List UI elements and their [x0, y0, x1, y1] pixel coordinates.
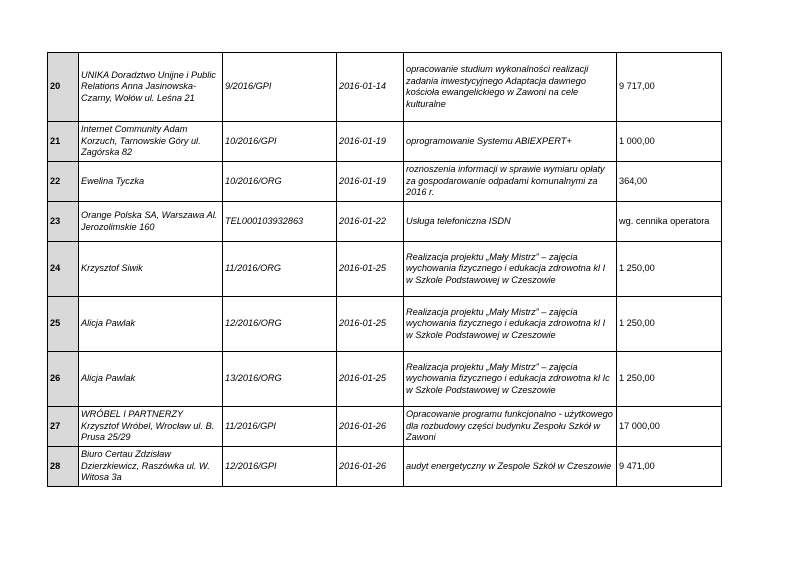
contractor-cell: WRÓBEL I PARTNERZY Krzysztof Wróbel, Wrocław ul. B. Prusa 25/29 [79, 407, 223, 447]
date-cell: 2016-01-26 [337, 447, 404, 487]
amount-cell: 1 250,00 [617, 242, 722, 297]
table-row [48, 202, 722, 242]
contract-number-cell: 11/2016/ORG [223, 242, 337, 297]
date-cell: 2016-01-19 [337, 162, 404, 202]
table-row [48, 352, 722, 407]
table-row [48, 53, 722, 122]
table-row [48, 447, 722, 487]
subject-cell: Usługa telefoniczna ISDN [404, 202, 617, 242]
amount-cell: 1 250,00 [617, 297, 722, 352]
contractor-cell: Alicja Pawlak [79, 297, 223, 352]
row-number: 24 [48, 242, 79, 297]
contract-number-cell: 12/2016/ORG [223, 297, 337, 352]
amount-cell: 364,00 [617, 162, 722, 202]
amount-cell: 9 471,00 [617, 447, 722, 487]
contract-number-cell: 10/2016/ORG [223, 162, 337, 202]
contract-number-cell: 9/2016/GPI [223, 53, 337, 122]
subject-cell: roznoszenia informacji w sprawie wymiaru opłaty za gospodarowanie odpadami komunalnymi za 2016 r. [404, 162, 617, 202]
amount-cell: 1 250,00 [617, 352, 722, 407]
contract-number-cell: 11/2016/GPI [223, 407, 337, 447]
contracts-table [47, 52, 722, 487]
row-number: 23 [48, 202, 79, 242]
contractor-cell: Internet Community Adam Korzuch, Tarnowskie Góry ul. Zagórska 82 [79, 122, 223, 162]
table-row [48, 407, 722, 447]
contractor-cell: Ewelina Tyczka [79, 162, 223, 202]
subject-cell: audyt energetyczny w Zespole Szkół w Czeszowie [404, 447, 617, 487]
contract-number-cell: 13/2016/ORG [223, 352, 337, 407]
row-number: 28 [48, 447, 79, 487]
date-cell: 2016-01-22 [337, 202, 404, 242]
date-cell: 2016-01-14 [337, 53, 404, 122]
contractor-cell: Alicja Pawlak [79, 352, 223, 407]
date-cell: 2016-01-25 [337, 297, 404, 352]
row-number: 26 [48, 352, 79, 407]
subject-cell: Realizacja projektu „Mały Mistrz” – zajęcia wychowania fizycznego i edukacja zdrowotna kl I w Szkole Podstawowej w Czeszowie [404, 242, 617, 297]
row-number: 20 [48, 53, 79, 122]
contractor-cell: Orange Polska SA, Warszawa Al. Jerozolimskie 160 [79, 202, 223, 242]
subject-cell: opracowanie studium wykonalności realizacji zadania inwestycyjnego Adaptacja dawnego kościoła ewangelickiego w Zawoni na cele kulturalne [404, 53, 617, 122]
contractor-cell: Biuro Certau Zdzisław Dzierzkiewicz, Raszówka ul. W. Witosa 3a [79, 447, 223, 487]
amount-cell: 9 717,00 [617, 53, 722, 122]
contract-number-cell: 10/2016/GPI [223, 122, 337, 162]
table-row [48, 162, 722, 202]
row-number: 22 [48, 162, 79, 202]
date-cell: 2016-01-26 [337, 407, 404, 447]
amount-cell: wg. cennika operatora [617, 202, 722, 242]
subject-cell: oprogramowanie Systemu ABIEXPERT+ [404, 122, 617, 162]
contract-number-cell: TEL000103932863 [223, 202, 337, 242]
subject-cell: Realizacja projektu „Mały Mistrz” – zajęcia wychowania fizycznego i edukacja zdrowotna kl Ic w Szkole Podstawowej w Czeszowie [404, 352, 617, 407]
date-cell: 2016-01-25 [337, 352, 404, 407]
amount-cell: 17 000,00 [617, 407, 722, 447]
subject-cell: Opracowanie programu funkcjonalno - użytkowego dla rozbudowy części budynku Zespołu Szkół w Zawoni [404, 407, 617, 447]
contractor-cell: UNIKA Doradztwo Unijne i Public Relations Anna Jasinowska-Czarny, Wołów ul. Leśna 21 [79, 53, 223, 122]
contractor-cell: Krzysztof Siwik [79, 242, 223, 297]
date-cell: 2016-01-19 [337, 122, 404, 162]
contract-number-cell: 12/2016/GPI [223, 447, 337, 487]
row-number: 21 [48, 122, 79, 162]
date-cell: 2016-01-25 [337, 242, 404, 297]
table-row [48, 122, 722, 162]
amount-cell: 1 000,00 [617, 122, 722, 162]
subject-cell: Realizacja projektu „Mały Mistrz” – zajęcia wychowania fizycznego i edukacja zdrowotna kl I w Szkole Podstawowej w Czeszowie [404, 297, 617, 352]
row-number: 25 [48, 297, 79, 352]
table-row [48, 297, 722, 352]
table-row [48, 242, 722, 297]
row-number: 27 [48, 407, 79, 447]
